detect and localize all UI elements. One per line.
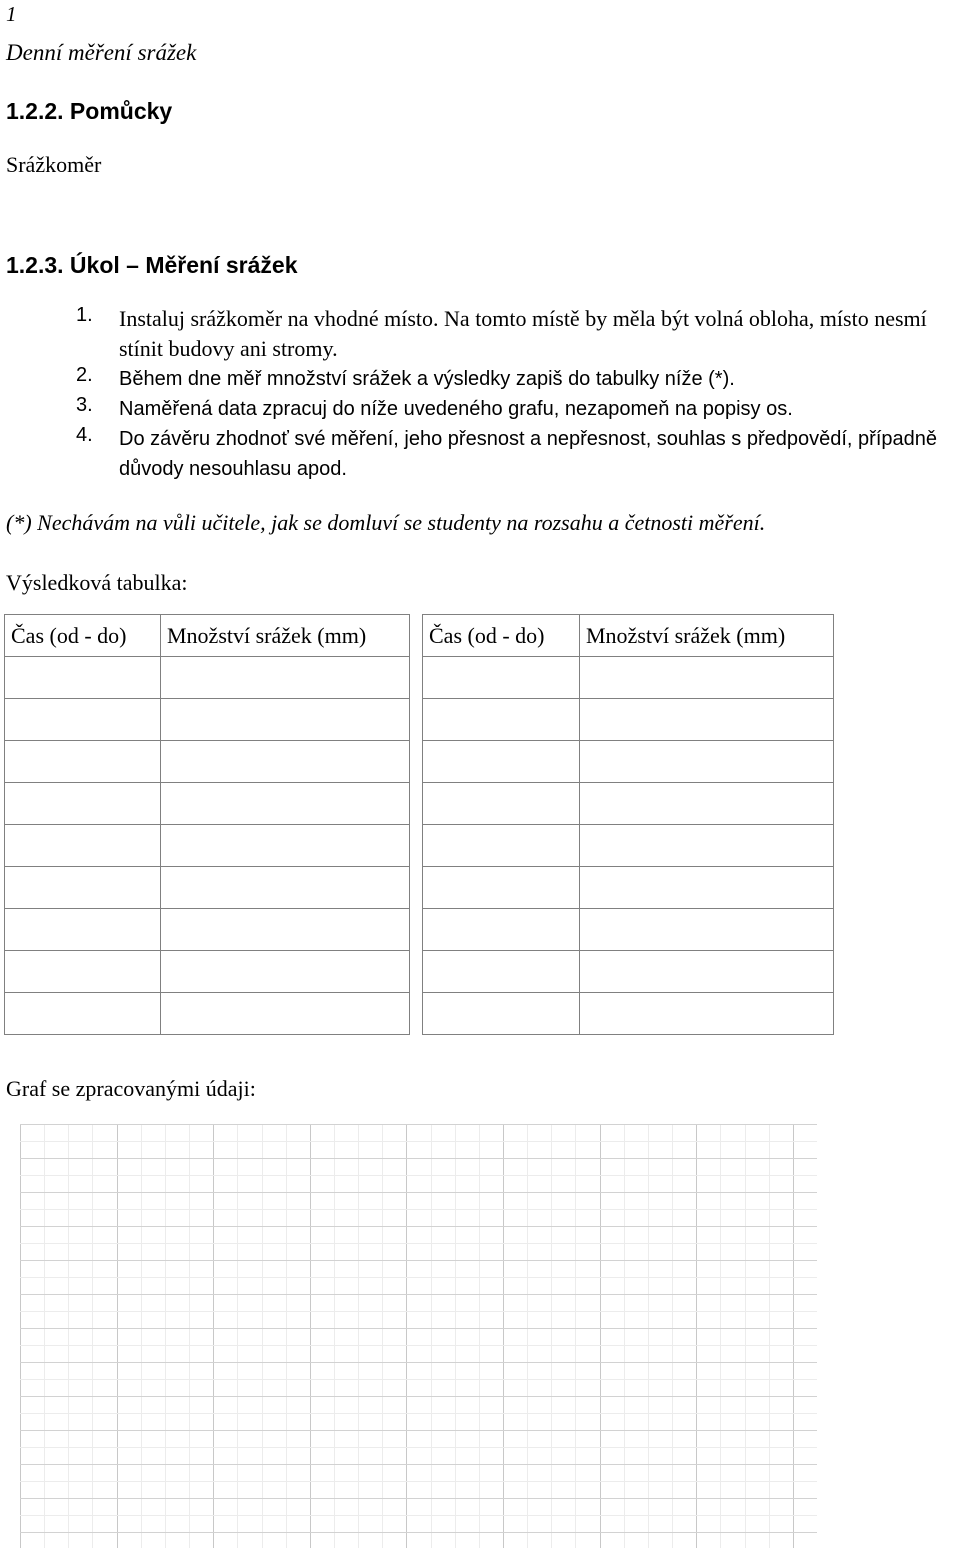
table-cell <box>5 993 161 1035</box>
table-cell <box>423 657 580 699</box>
table-cell <box>161 741 410 783</box>
table-row <box>5 657 410 699</box>
column-header-amount: Množství srážek (mm) <box>580 615 834 657</box>
table-row <box>5 909 410 951</box>
task-number: 4. <box>76 424 93 446</box>
table-row <box>5 741 410 783</box>
table-cell <box>423 867 580 909</box>
table-cell <box>580 657 834 699</box>
table-cell <box>423 783 580 825</box>
table-header-row <box>5 615 410 657</box>
table-cell <box>580 741 834 783</box>
table-cell <box>161 867 410 909</box>
table-row <box>5 783 410 825</box>
table-cell <box>5 825 161 867</box>
document-title: Denní měření srážek <box>6 40 197 65</box>
column-header-time: Čas (od - do) <box>423 615 580 657</box>
table-row <box>423 783 834 825</box>
table-header-row <box>423 615 834 657</box>
table-cell <box>5 741 161 783</box>
table-cell <box>580 699 834 741</box>
table-row <box>5 993 410 1035</box>
aids-item: Srážkoměr <box>6 152 102 177</box>
task-text: Během dne měř množství srážek a výsledky zapiš do tabulky níže (*). <box>119 368 735 390</box>
table-cell <box>423 909 580 951</box>
results-table-left-body <box>5 657 410 1035</box>
table-cell <box>5 867 161 909</box>
table-row <box>423 741 834 783</box>
table-row <box>423 825 834 867</box>
table-row <box>423 993 834 1035</box>
table-row <box>5 867 410 909</box>
table-cell <box>5 657 161 699</box>
section-heading-aids: 1.2.2. Pomůcky <box>6 98 173 124</box>
column-header-amount: Množství srážek (mm) <box>161 615 410 657</box>
table-cell <box>580 951 834 993</box>
task-text: Naměřená data zpracuj do níže uvedeného grafu, nezapomeň na popisy os. <box>119 398 793 420</box>
table-cell <box>161 657 410 699</box>
results-table-right-body <box>423 657 834 1035</box>
table-cell <box>423 993 580 1035</box>
table-cell <box>580 783 834 825</box>
table-cell <box>161 909 410 951</box>
table-cell <box>580 909 834 951</box>
table-cell <box>423 741 580 783</box>
section-heading-task: 1.2.3. Úkol – Měření srážek <box>6 252 298 278</box>
results-table-label: Výsledková tabulka: <box>6 570 188 595</box>
page-number: 1 <box>6 2 17 26</box>
table-cell <box>423 825 580 867</box>
table-row <box>423 657 834 699</box>
table-cell <box>161 951 410 993</box>
graph-label: Graf se zpracovanými údaji: <box>6 1076 256 1101</box>
table-cell <box>423 951 580 993</box>
table-cell <box>5 909 161 951</box>
table-cell <box>5 699 161 741</box>
table-row <box>423 951 834 993</box>
table-cell <box>423 699 580 741</box>
footnote: (*) Nechávám na vůli učitele, jak se domluví se studenty na rozsahu a četnosti měření. <box>6 510 766 535</box>
table-cell <box>161 699 410 741</box>
task-number: 1. <box>76 304 93 326</box>
graph-grid <box>20 1124 817 1548</box>
table-cell <box>161 783 410 825</box>
table-row <box>423 867 834 909</box>
column-header-time: Čas (od - do) <box>5 615 161 657</box>
table-cell <box>580 867 834 909</box>
table-row <box>5 699 410 741</box>
table-cell <box>5 783 161 825</box>
results-table-right <box>422 614 834 1035</box>
task-text: Instaluj srážkoměr na vhodné místo. Na tomto místě by měla být volná obloha, místo nesmí stínit budovy ani stromy. <box>119 306 927 361</box>
table-cell <box>580 825 834 867</box>
table-cell <box>580 993 834 1035</box>
table-row <box>423 909 834 951</box>
task-number: 3. <box>76 394 93 416</box>
table-row <box>5 825 410 867</box>
task-number: 2. <box>76 364 93 386</box>
table-cell <box>161 825 410 867</box>
task-text: Do závěru zhodnoť své měření, jeho přesnost a nepřesnost, souhlas s předpovědí, případně důvody nesouhlasu apod. <box>119 428 937 480</box>
table-cell <box>5 951 161 993</box>
table-cell <box>161 993 410 1035</box>
table-row <box>5 951 410 993</box>
results-table-left <box>4 614 410 1035</box>
table-row <box>423 699 834 741</box>
